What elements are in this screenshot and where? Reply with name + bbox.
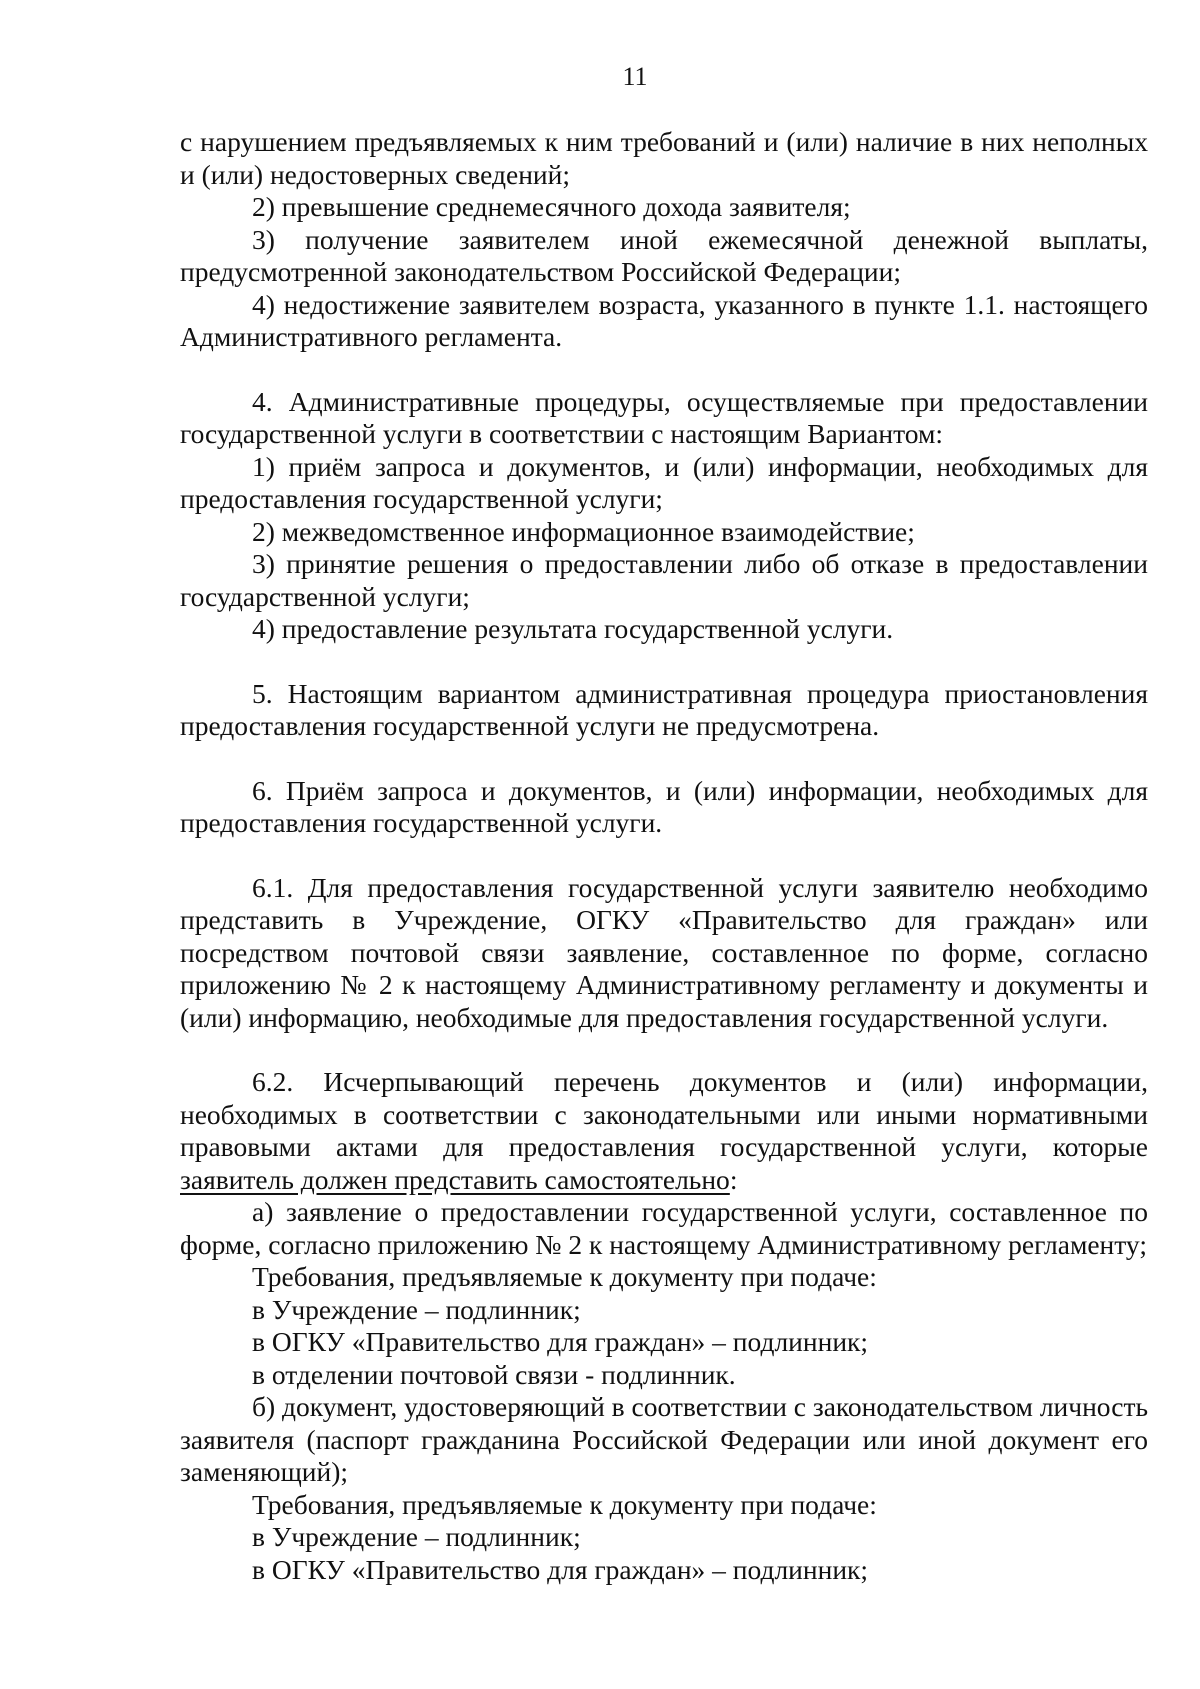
list-item: 2) превышение среднемесячного дохода заявителя; bbox=[252, 191, 851, 222]
requirements-heading: Требования, предъявляемые к документу при подаче: bbox=[252, 1488, 877, 1520]
section-4-heading: 4. Административные процедуры, осуществляемые при предоставлении государственной услуги в соответствии с настоящим Вариантом: bbox=[180, 385, 1148, 449]
section-6-2-paragraph bbox=[180, 1066, 1148, 1196]
requirement-item: в Учреждение – подлинник; bbox=[252, 1293, 581, 1325]
list-item: 3) принятие решения о предоставлении либо об отказе в предоставлении государственной услуги; bbox=[180, 548, 1148, 612]
requirement-item: в отделении почтовой связи - подлинник. bbox=[252, 1358, 736, 1390]
list-item: б) документ, удостоверяющий в соответствии с законодательством личность заявителя (паспорт гражданина Российской Федерации или иной документ его заменяющий); bbox=[180, 1391, 1149, 1487]
list-item: 2) межведомственное информационное взаимодействие; bbox=[252, 515, 915, 547]
section-5-paragraph: 5. Настоящим вариантом административная процедура приостановления предоставления государственной услуги не предусмотрена. bbox=[180, 677, 1148, 741]
list-item: 4) недостижение заявителем возраста, указанного в пункте 1.1. настоящего Административного регламента. bbox=[180, 288, 1148, 352]
punctuation: : bbox=[729, 1163, 738, 1195]
paragraph: с нарушением предъявляемых к ним требований и (или) наличие в них неполных и (или) недостоверных сведений; bbox=[180, 126, 1148, 190]
section-6-paragraph: 6. Приём запроса и документов, и (или) информации, необходимых для предоставления государственной услуги. bbox=[180, 774, 1148, 838]
list-item: 1) приём запроса и документов, и (или) информации, необходимых для предоставления государственной услуги; bbox=[180, 450, 1148, 514]
section-6-2-text: 6.2. Исчерпывающий перечень документов и (или) информации, необходимых в соответствии с законодательными или иными нормативными правовыми актами для предоставления государственной услуги, которые bbox=[180, 1066, 1148, 1162]
list-item: 3) получение заявителем иной ежемесячной денежной выплаты, предусмотренной законодательством Российской Федерации; bbox=[180, 223, 1148, 287]
requirements-heading: Требования, предъявляемые к документу при подаче: bbox=[252, 1261, 877, 1292]
requirement-item: в ОГКУ «Правительство для граждан» – подлинник; bbox=[252, 1326, 869, 1357]
section-6-1-paragraph: 6.1. Для предоставления государственной услуги заявителю необходимо представить в Учреждение, ОГКУ «Правительство для граждан» или посредством почтовой связи заявление, составленное по форме, согласно приложению № 2 к настоящему Административному регламенту и документы и (или) информацию, необходимые для предоставления государственной услуги. bbox=[180, 871, 1148, 1033]
document-body bbox=[180, 126, 1148, 1586]
requirement-item: в Учреждение – подлинник; bbox=[252, 1521, 581, 1552]
page-number: 11 bbox=[622, 62, 648, 91]
list-item: 4) предоставление результата государственной услуги. bbox=[252, 613, 894, 644]
underlined-phrase: заявитель должен представить самостоятельно bbox=[180, 1163, 730, 1195]
requirement-item: в ОГКУ «Правительство для граждан» – подлинник; bbox=[252, 1553, 869, 1585]
list-item: а) заявление о предоставлении государственной услуги, составленное по форме, согласно приложению № 2 к настоящему Административному регламенту; bbox=[180, 1196, 1148, 1260]
